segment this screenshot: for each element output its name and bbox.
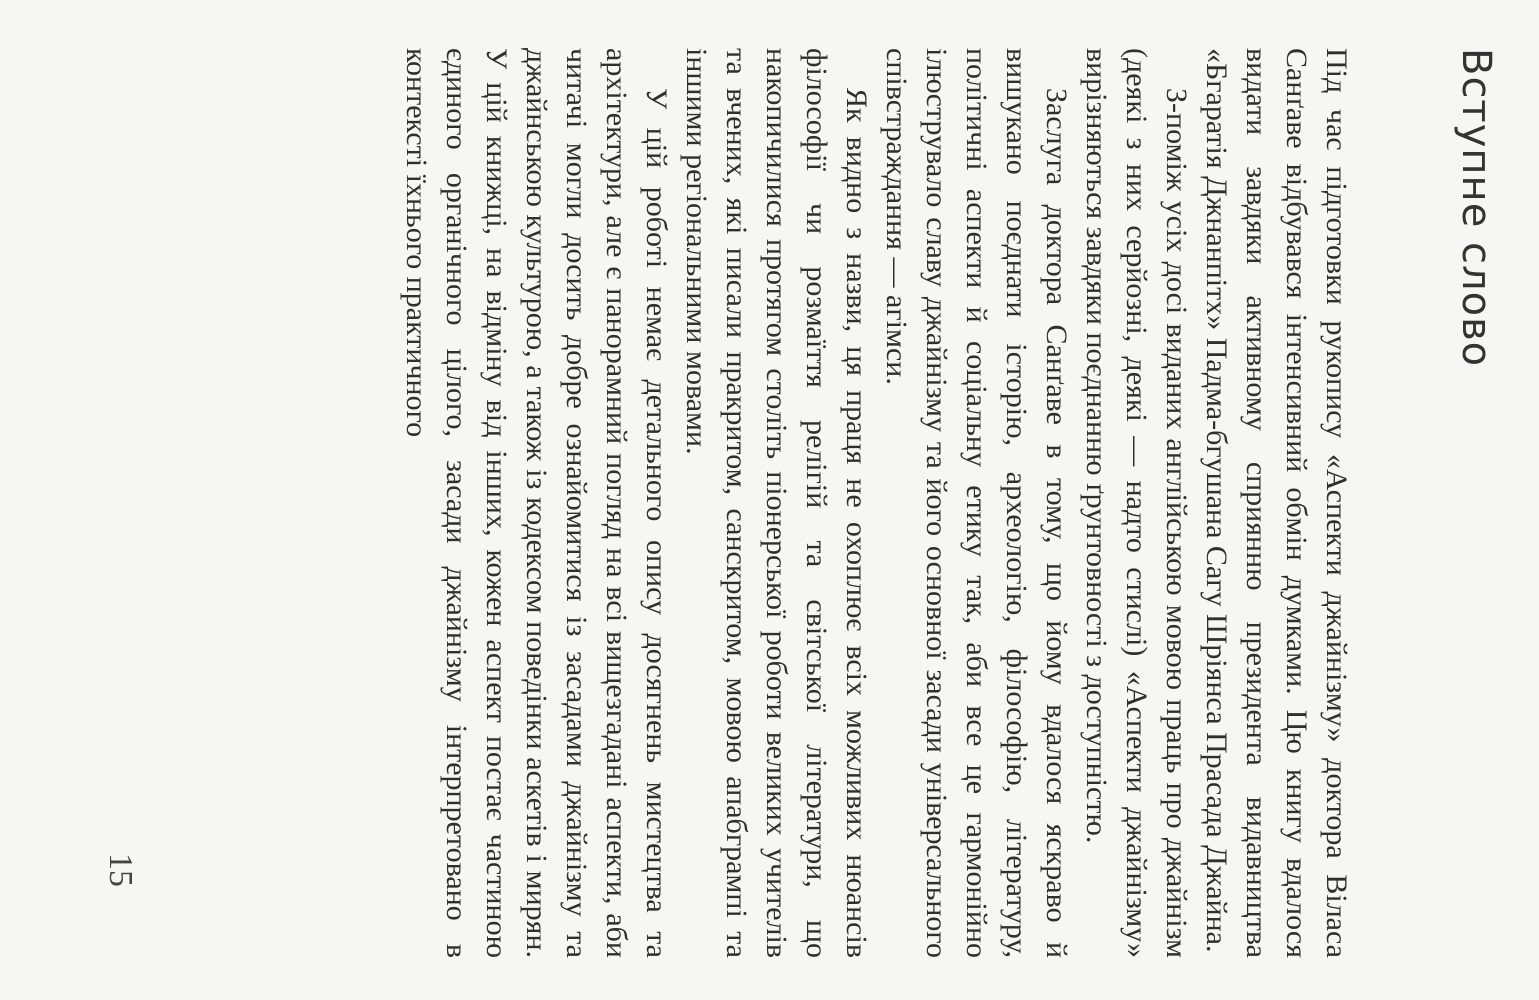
paragraph: Під час підготовки рукопису «Аспекти джайнізму» доктора Віласа Санґаве відбувався інтенсивний обмін думками. Цю книгу вдалося видати завдяки активному сприянню президента видавництва «Бгаратія Джнанпітх» Падма-бгушана Сагу Шріянса Прасада Джайна. — [1200, 48, 1353, 958]
paragraph: У цій роботі немає детального опису досягнень мистецтва та архітектури, але є панорамний погляд на всі вищезгадані аспекти, аби читачі могли досить добре ознайомитися із засадами джайнізму та джайнською культурою, а також із кодексом поведінки аскетів і мирян. У цій книжці, на відміну від інших, кожен аспект постає частиною єдиного органічного цілого, засади джайнізму інтерпретовано в контексті їхнього практичного — [400, 48, 673, 958]
paragraph: З-поміж усіх досі виданих англійською мовою праць про джайнізм (деякі з них серйозні, деякі — надто стислі) «Аспекти джайнізму» вирізняються завдяки поєднанню ґрунтовності з доступністю. — [1080, 48, 1193, 958]
page-number: 15 — [102, 853, 139, 887]
paragraph: Як видно з назви, ця праця не охоплює всіх можливих нюансів філософії чи розмаїття релігій та світської літератури, що накопичилися протягом століть піонерської роботи великих учителів та вчених, які писали пракритом, санскритом, мовою апабгрампі та іншими регіональними мовами. — [680, 48, 873, 958]
paragraph: Заслуга доктора Санґаве в тому, що йому вдалося яскраво й вишукано поєднати історію, археологію, філософію, літературу, політичні аспекти й соціальну етику так, аби все це гармонійно ілюструвало славу джайнізму та його основної засади універсального співстраждання — агімси. — [880, 48, 1073, 958]
page-title: Вступне слово — [1453, 48, 1499, 368]
body-text — [396, 48, 1356, 958]
